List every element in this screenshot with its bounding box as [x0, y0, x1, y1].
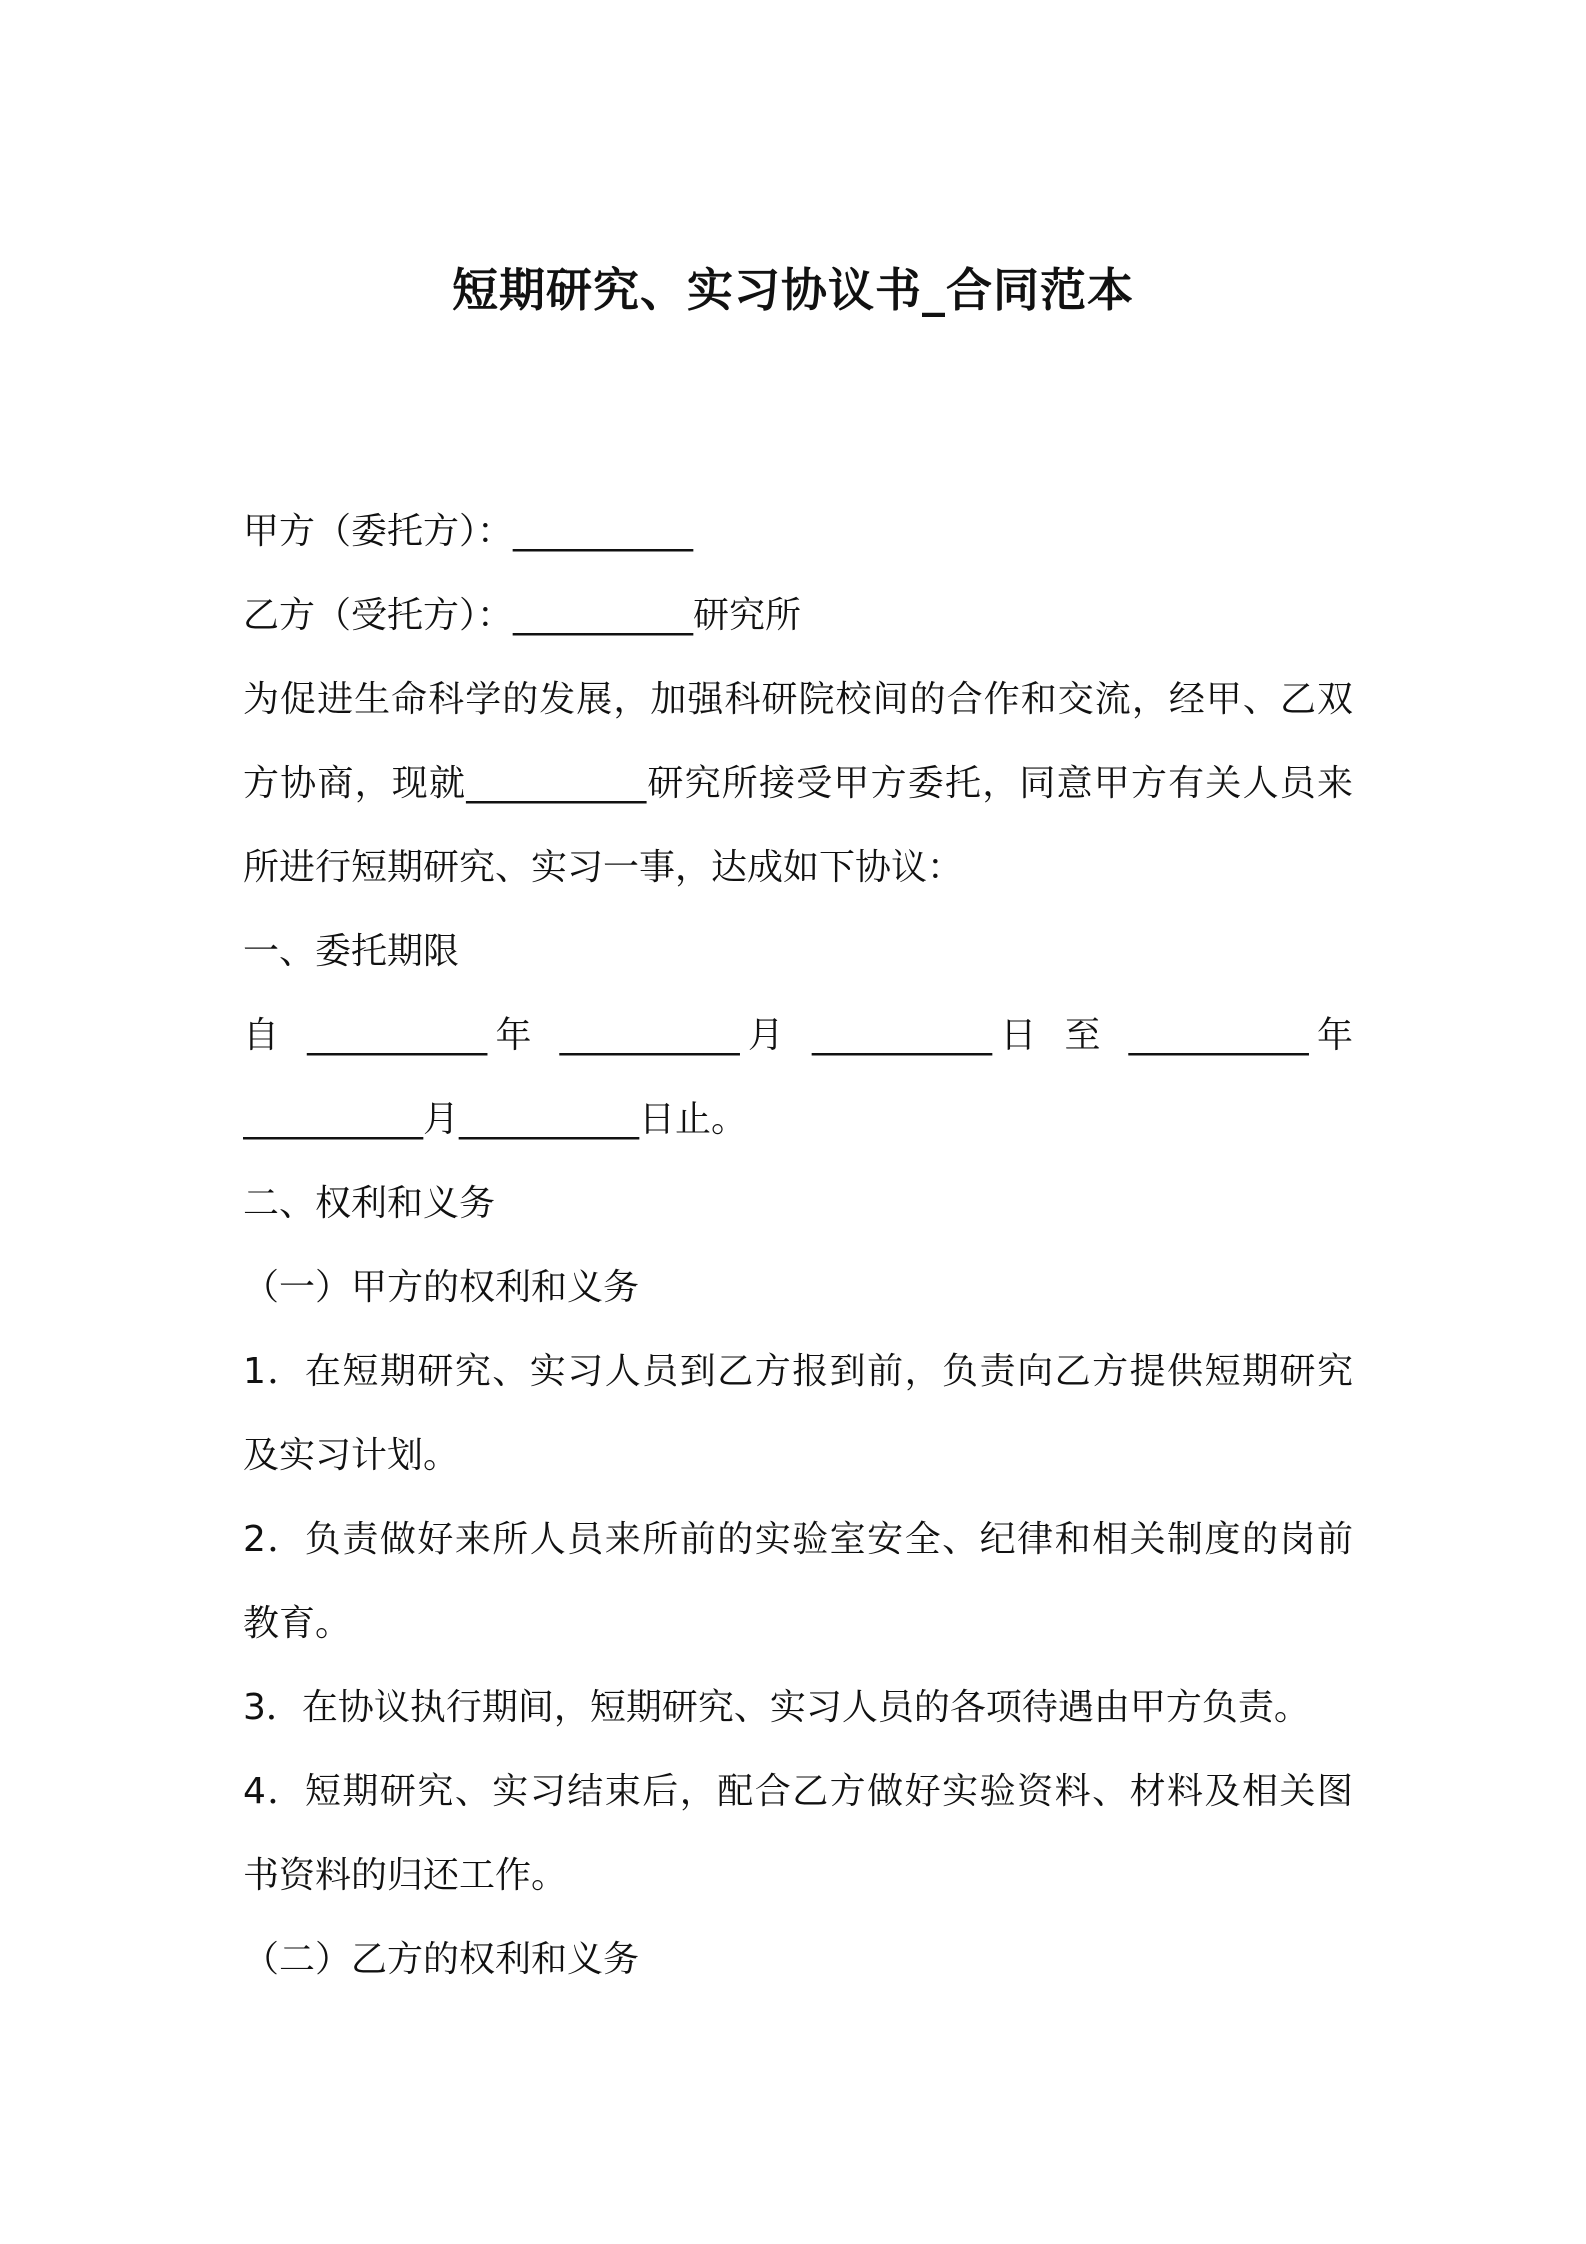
preamble-line-2: 方协商，现就__________研究所接受甲方委托，同意甲方有关人员来	[243, 763, 1353, 804]
term-line-2: __________月__________日止。	[243, 1099, 748, 1140]
preamble-line-1: 为促进生命科学的发展，加强科研院校间的合作和交流，经甲、乙双	[243, 679, 1353, 720]
section-heading-term: 一、委托期限	[243, 931, 460, 972]
clause-2-line-2: 教育。	[243, 1603, 352, 1644]
subsection-heading-party-b: （二）乙方的权利和义务	[243, 1939, 640, 1980]
term-line-1: 自 __________年 __________月 __________日 至 __________年	[243, 1015, 1353, 1056]
document-body	[243, 490, 1353, 2002]
clause-3-line-1: 3．在协议执行期间，短期研究、实习人员的各项待遇由甲方负责。	[243, 1687, 1310, 1728]
subsection-heading-party-a: （一）甲方的权利和义务	[243, 1267, 640, 1308]
clause-4-line-2: 书资料的归还工作。	[243, 1855, 568, 1896]
clause-1-line-1: 1．在短期研究、实习人员到乙方报到前，负责向乙方提供短期研究	[243, 1351, 1353, 1392]
clause-1-line-2: 及实习计划。	[243, 1435, 460, 1476]
party-b-line: 乙方（受托方）：__________研究所	[243, 595, 802, 636]
preamble-line-3: 所进行短期研究、实习一事，达成如下协议：	[243, 847, 964, 888]
document-title: 短期研究、实习协议书_合同范本	[452, 263, 1134, 317]
section-heading-rights: 二、权利和义务	[243, 1183, 496, 1224]
party-a-line: 甲方（委托方）：__________	[243, 511, 694, 552]
clause-2-line-1: 2．负责做好来所人员来所前的实验室安全、纪律和相关制度的岗前	[243, 1519, 1353, 1560]
clause-4-line-1: 4．短期研究、实习结束后，配合乙方做好实验资料、材料及相关图	[243, 1771, 1353, 1812]
